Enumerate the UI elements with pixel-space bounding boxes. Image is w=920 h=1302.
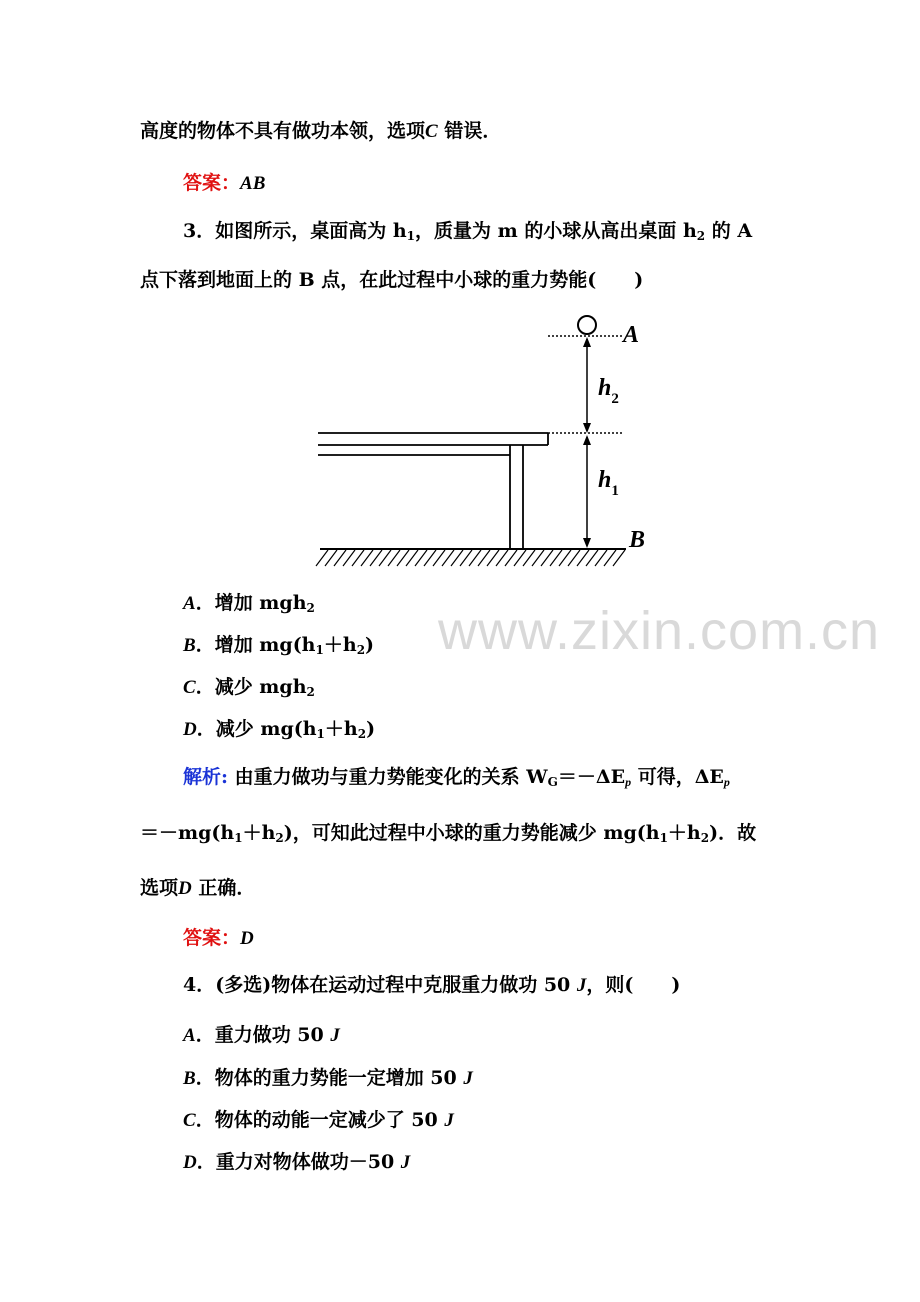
answer-value: D bbox=[240, 928, 254, 949]
q4-option-a[interactable] bbox=[183, 1022, 340, 1049]
label-h2: $h_2$ bbox=[598, 375, 619, 407]
label-h1: $h_1$ bbox=[598, 467, 619, 499]
q3-option-a[interactable] bbox=[183, 590, 315, 617]
unit: J bbox=[330, 1025, 340, 1046]
text: 选项 bbox=[140, 877, 179, 899]
q3-stem-line2 bbox=[140, 267, 643, 293]
arrow-head-icon bbox=[583, 538, 591, 548]
q4-option-c[interactable] bbox=[183, 1107, 454, 1134]
subscript: 1 bbox=[315, 643, 324, 657]
option-text: ) bbox=[366, 718, 376, 740]
physics-figure bbox=[300, 305, 660, 575]
option-text: ．物体的动能一定减少了 50 bbox=[195, 1109, 445, 1131]
q3-option-b[interactable] bbox=[183, 632, 374, 659]
arrow-head-icon bbox=[583, 337, 591, 347]
q3-stem-line1 bbox=[183, 218, 752, 244]
answer-label: 答案： bbox=[183, 172, 241, 194]
option-text: ．增加 mg(h bbox=[195, 634, 316, 656]
q3-option-c[interactable] bbox=[183, 674, 315, 701]
option-text: ．物体的重力势能一定增加 50 bbox=[195, 1067, 464, 1089]
option-letter: A bbox=[183, 1025, 196, 1046]
unit: J bbox=[576, 975, 587, 996]
ground-hatching bbox=[316, 550, 625, 566]
unit: J bbox=[463, 1068, 473, 1089]
option-letter: A bbox=[183, 593, 196, 614]
subscript: 2 bbox=[306, 601, 315, 615]
option-var: D bbox=[178, 878, 192, 899]
option-var: C bbox=[425, 121, 438, 142]
option-letter: D bbox=[183, 1152, 197, 1173]
subscript: p bbox=[625, 775, 632, 789]
option-text: ＋h bbox=[324, 718, 358, 740]
text: 错误． bbox=[437, 120, 502, 142]
text: 可得，ΔE bbox=[631, 766, 724, 788]
option-letter: D bbox=[183, 719, 197, 740]
text: )．故 bbox=[709, 822, 757, 844]
text: 点下落到地面上的 B 点，在此过程中小球的重力势能( ) bbox=[140, 269, 644, 291]
text: ，质量为 m 的小球从高出桌面 h bbox=[415, 220, 697, 242]
subscript: 2 bbox=[696, 229, 706, 243]
subscript: 2 bbox=[357, 727, 367, 741]
option-text: ．减少 mgh bbox=[195, 676, 307, 698]
option-letter: B bbox=[183, 635, 196, 656]
subscript: 2 bbox=[356, 643, 366, 657]
arrow-head-icon bbox=[583, 423, 591, 433]
subscript: 1 bbox=[234, 831, 243, 845]
label-a: A bbox=[623, 322, 640, 348]
text: ，则( ) bbox=[586, 974, 681, 996]
option-text: ．增加 mgh bbox=[195, 592, 307, 614]
unit: J bbox=[400, 1152, 411, 1173]
subscript: G bbox=[547, 775, 558, 789]
q3-option-d[interactable] bbox=[183, 716, 375, 743]
q4-stem bbox=[183, 972, 680, 999]
subscript: 1 bbox=[406, 229, 416, 243]
label-b: B bbox=[629, 527, 646, 553]
prev-answer bbox=[183, 170, 265, 197]
text: )，可知此过程中小球的重力势能减少 mg(h bbox=[283, 822, 660, 844]
text: 4．(多选)物体在运动过程中克服重力做功 50 bbox=[183, 974, 577, 996]
arrow-head-icon bbox=[583, 435, 591, 445]
option-text: ．减少 mg(h bbox=[196, 718, 317, 740]
text: 正确． bbox=[191, 877, 256, 899]
q4-option-b[interactable] bbox=[183, 1065, 473, 1092]
ball-icon bbox=[578, 316, 596, 334]
answer-label: 答案： bbox=[183, 927, 241, 949]
text: ＋h bbox=[667, 822, 701, 844]
subscript: 1 bbox=[316, 727, 325, 741]
option-letter: C bbox=[183, 1110, 196, 1131]
option-letter: B bbox=[183, 1068, 196, 1089]
option-text: ．重力对物体做功－50 bbox=[196, 1151, 401, 1173]
text: 3．如图所示，桌面高为 h bbox=[183, 220, 407, 242]
option-text: ) bbox=[365, 634, 375, 656]
q3-analysis-line1 bbox=[183, 764, 730, 790]
q3-answer bbox=[183, 925, 254, 952]
subscript: 1 bbox=[659, 831, 668, 845]
text: 高度的物体不具有做功本领，选项 bbox=[140, 120, 426, 142]
text: 的 A bbox=[705, 220, 753, 242]
q3-analysis-line2 bbox=[140, 820, 756, 846]
text: 由重力做功与重力势能变化的关系 W bbox=[228, 766, 548, 788]
q4-option-d[interactable] bbox=[183, 1149, 410, 1176]
unit: J bbox=[444, 1110, 454, 1131]
analysis-label: 解析: bbox=[183, 766, 229, 788]
subscript: 2 bbox=[306, 685, 315, 699]
subscript: 2 bbox=[700, 831, 710, 845]
subscript: p bbox=[723, 775, 730, 789]
text: ＝－ΔE bbox=[557, 766, 626, 788]
option-letter: C bbox=[183, 677, 196, 698]
q3-analysis-line3 bbox=[140, 875, 255, 902]
subscript: 2 bbox=[275, 831, 284, 845]
answer-value: AB bbox=[240, 173, 266, 194]
option-text: ．重力做功 50 bbox=[195, 1024, 331, 1046]
watermark: www.zixin.com.cn bbox=[438, 601, 881, 661]
prev-text-line bbox=[140, 118, 501, 145]
text: ＋h bbox=[242, 822, 276, 844]
text: ＝－mg(h bbox=[140, 822, 235, 844]
option-text: ＋h bbox=[323, 634, 357, 656]
